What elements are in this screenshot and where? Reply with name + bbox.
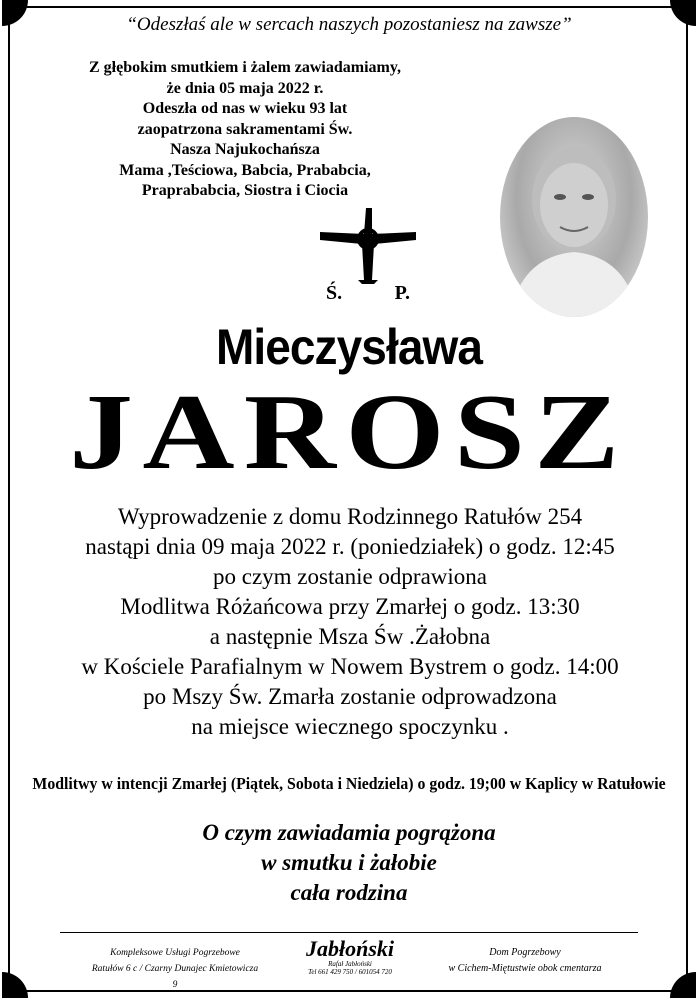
footer-right-line: Dom Pogrzebowy	[489, 947, 561, 958]
sp-abbreviation	[316, 282, 420, 305]
portrait-photo	[500, 117, 648, 317]
ceremony-line: w Kościele Parafialnym w Nowem Bystrem o godz. 14:00	[81, 654, 619, 679]
ceremony-line: a następnie Msza Św .Żałobna	[209, 624, 491, 649]
sp-left: Ś.	[326, 282, 343, 304]
footer-left-line: Ratułów 6 c / Czarny Dunajec Kmietowicza 9	[91, 964, 259, 990]
ceremony-line: po czym zostanie odprawiona	[213, 564, 487, 589]
intro-line: Mama ,Teściowa, Babcia, Prababcia,	[119, 161, 371, 179]
portrait-figure	[500, 117, 648, 317]
family-line: w smutku i żałobie	[261, 850, 437, 875]
funeral-home-location	[430, 945, 620, 977]
logo-name: Jabłoński	[305, 936, 395, 961]
ceremony-line: na miejsce wiecznego spoczynku .	[191, 714, 509, 739]
intro-line: Nasza Najukochańsza	[170, 141, 320, 158]
deceased-surname: JAROSZ	[69, 373, 629, 492]
intro-line: Z głębokim smutkiem i żalem zawiadamiamy,	[89, 59, 401, 76]
intro-line: Praprababcia, Siostra i Ciocia	[141, 182, 349, 199]
ceremony-line: po Mszy Św. Zmarła zostanie odprowadzona	[143, 684, 557, 709]
family-notice	[0, 818, 698, 908]
logo-owner: Rafał Jabłoński	[328, 960, 372, 968]
funeral-home-logo	[280, 938, 420, 976]
ceremony-line: nastąpi dnia 09 maja 2022 r. (poniedziałek) o godz. 12:45	[85, 534, 615, 559]
logo-phone: Tel 661 429 750 / 601054 720	[308, 968, 392, 976]
deceased-first-name: Mieczysława	[215, 319, 483, 375]
footer-left-line: Kompleksowe Usługi Pogrzebowe	[110, 948, 240, 958]
footer-divider	[60, 932, 638, 933]
announcement-intro	[40, 58, 450, 202]
funeral-details	[20, 502, 680, 742]
ceremony-line: Wyprowadzenie z domu Rodzinnego Ratułów 254	[117, 504, 583, 529]
intro-line: że dnia 05 maja 2022 r.	[166, 79, 324, 97]
footer-right-line: w Cichem-Miętustwie obok cmentarza	[448, 963, 602, 974]
ceremony-line: Modlitwa Różańcowa przy Zmarłej o godz. 13:30	[120, 594, 580, 619]
intro-line: Odeszła od nas w wieku 93 lat	[142, 100, 348, 117]
family-line: O czym zawiadamia pogrążona	[202, 820, 496, 845]
sp-right: P.	[394, 282, 410, 304]
prayer-schedule: Modlitwy w intencji Zmarłej (Piątek, Sobota i Niedziela) o godz. 19;00 w Kaplicy w Ratułowie	[32, 774, 666, 793]
funeral-services-info	[90, 945, 260, 993]
intro-line: zaopatrzona sakramentami Św.	[137, 120, 353, 138]
memorial-quote: “Odeszłaś ale w sercach naszych pozostaniesz na zawsze”	[126, 14, 572, 35]
family-line: cała rodzina	[290, 880, 408, 905]
